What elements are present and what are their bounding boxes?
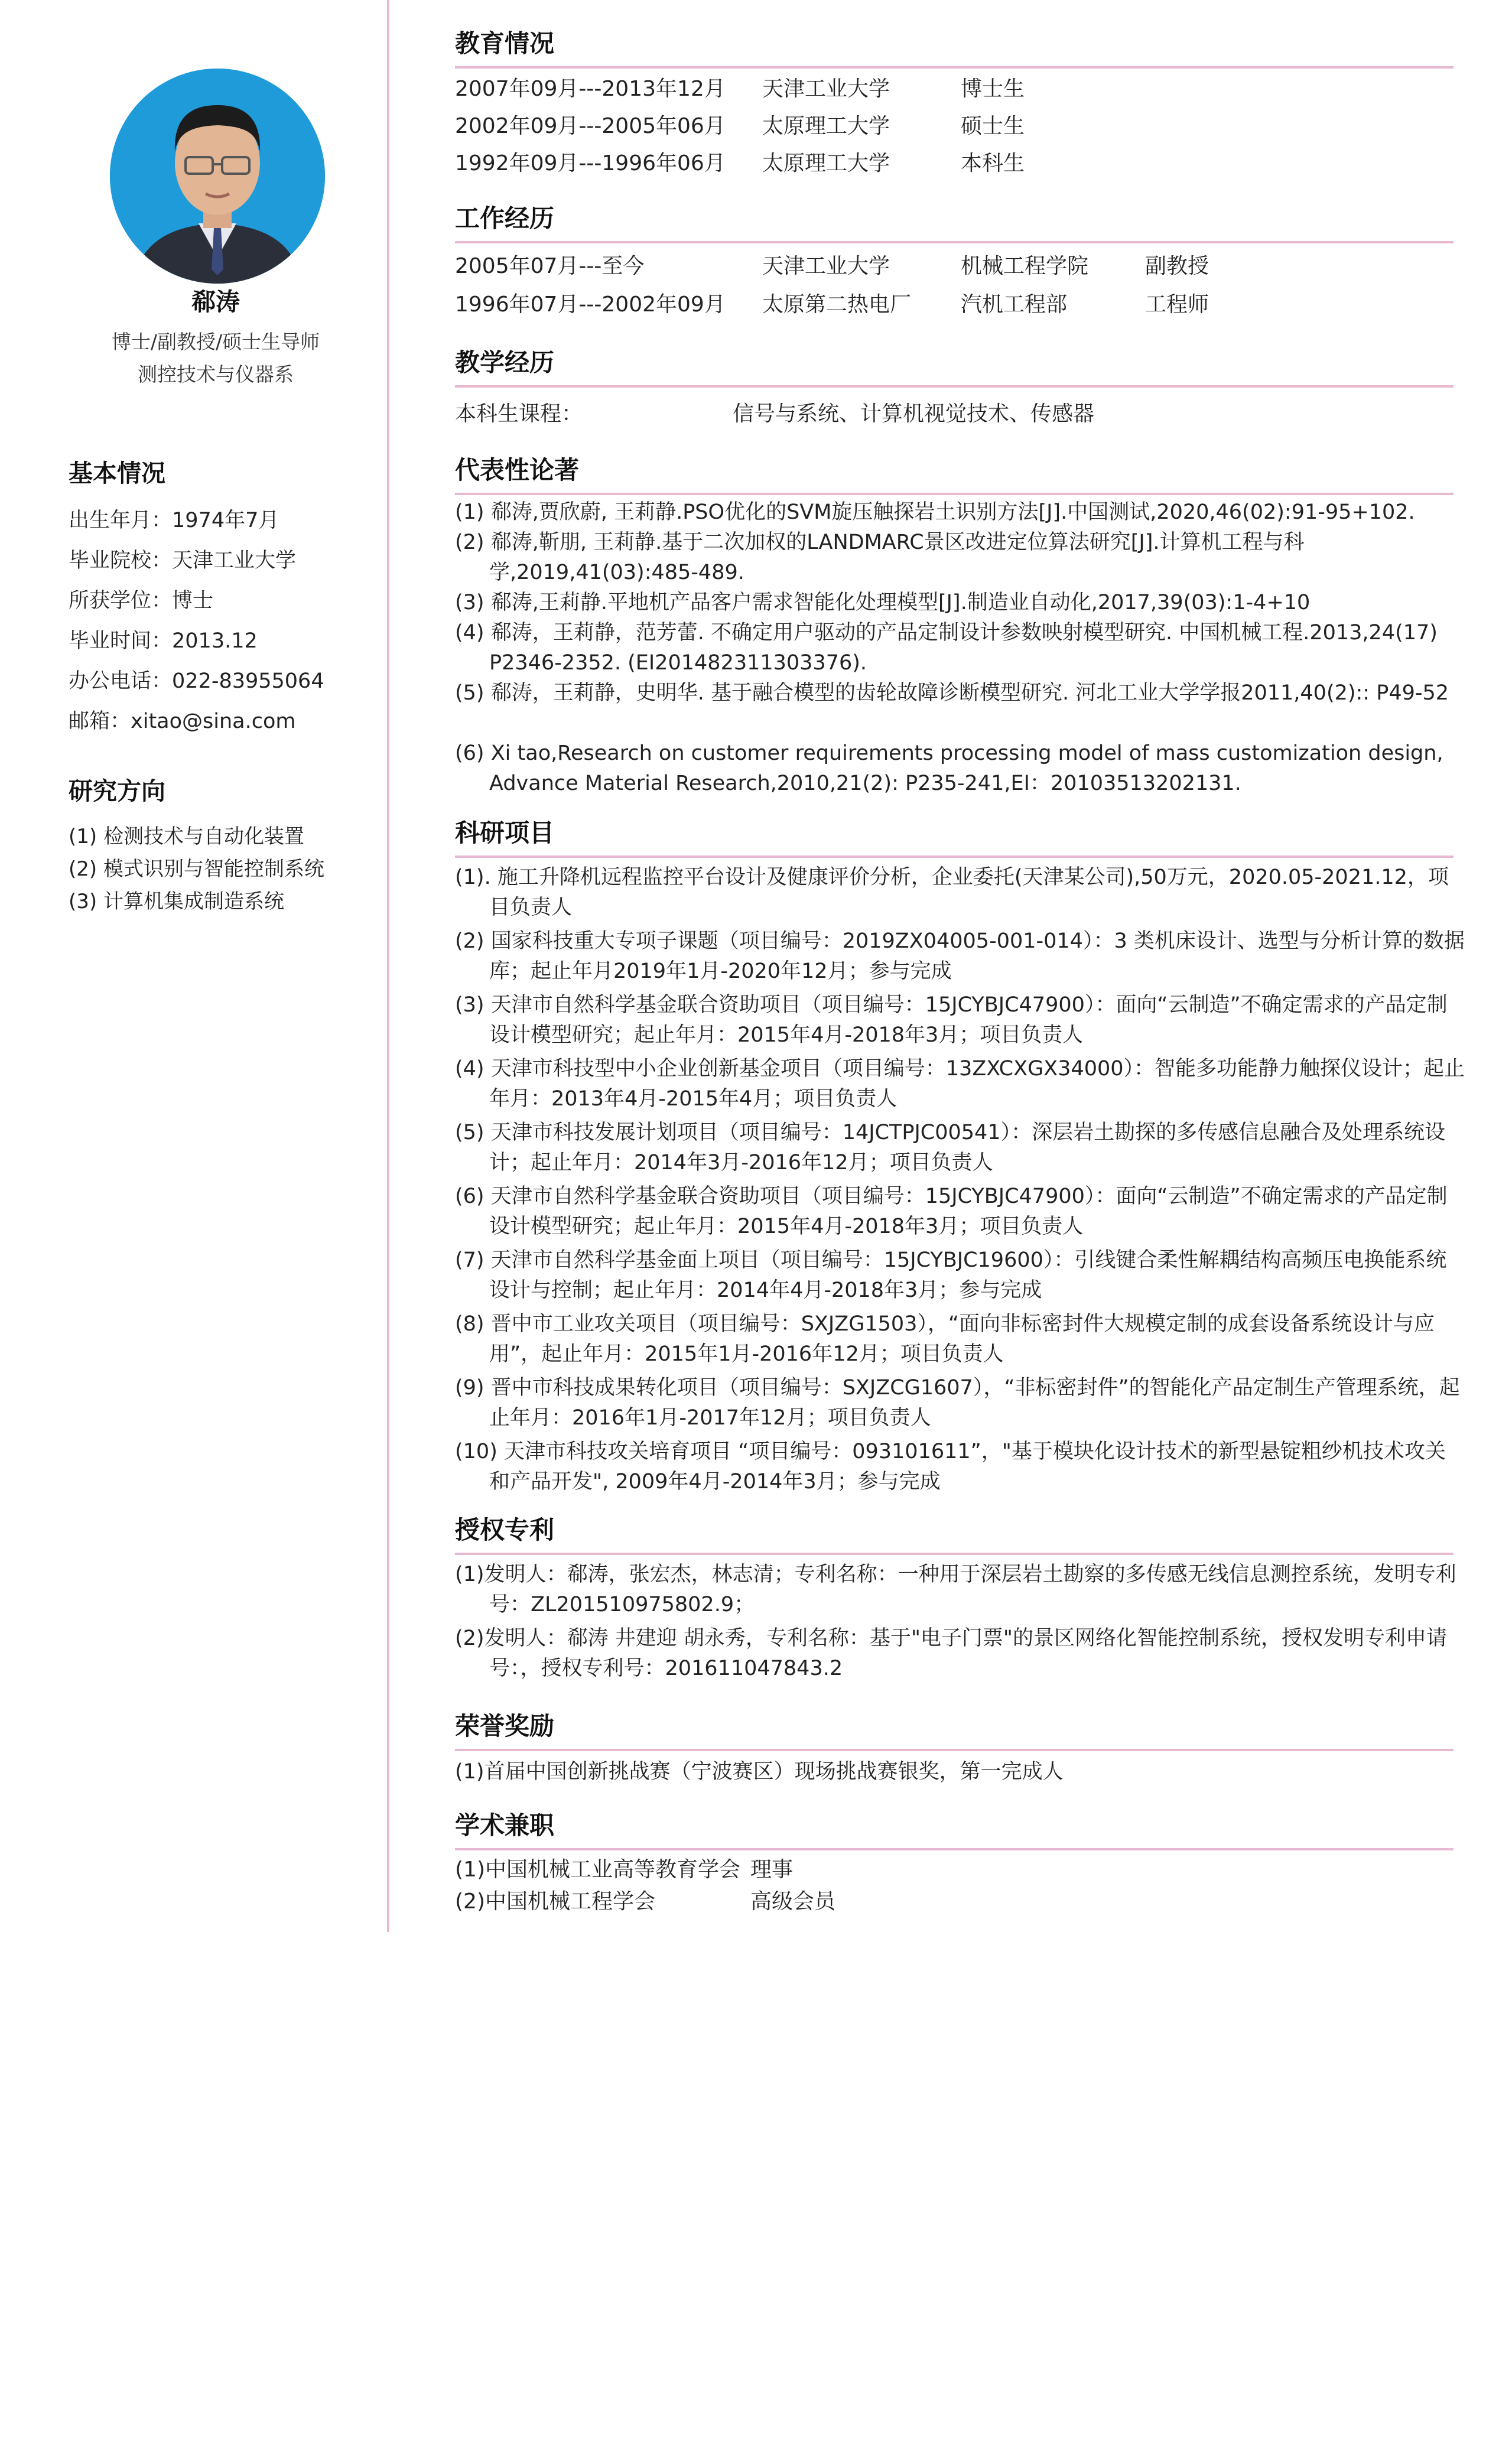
paper-item: (3) 郗涛,王莉静.平地机产品客户需求智能化处理模型[J].制造业自动化,2017,39(03):1-4+10 [455,591,1311,614]
work-divider [455,241,1454,243]
project-item: (6) 天津市自然科学基金联合资助项目（项目编号：15JCYBJC47900）：面向“云制造”不确定需求的产品定制设计模型研究；起止年月：2015年4月-2018年3月；项目负责人 [455,1185,1448,1238]
project-item: (8) 晋中市工业攻关项目（项目编号：SXJZG1503），“面向非标密封件大规模定制的成套设备系统设计与应用”，起止年月：2015年1月-2016年12月；项目负责人 [455,1312,1435,1366]
education-heading: 教育情况 [455,29,555,58]
basic-item-school: 毕业院校：天津工业大学 [69,549,297,572]
research-heading: 研究方向 [69,777,165,805]
work-section: 工作经历 2005年07月---至今 天津工业大学 机械工程学院 副教授 1996年07月---2002年09月 太原第二热电厂 汽机工程部 工程师 [455,201,1471,236]
teaching-divider [455,385,1454,388]
patents-heading: 授权专利 [455,1515,555,1544]
research-item: (1) 检测技术与自动化装置 [69,825,304,848]
projects-section [455,815,1471,1494]
profile-title: 博士/副教授/硕士生导师 [111,330,320,353]
papers-heading: 代表性论著 [455,456,580,484]
profile-department: 测控技术与仪器系 [138,363,294,386]
positions-section: 学术兼职 (1)中国机械工业高等教育学会 理事 (2)中国机械工程学会 高级会员 [455,1808,1471,1843]
education-divider [455,66,1454,69]
paper-item: (4) 郗涛，王莉静，范芳蕾. 不确定用户驱动的产品定制设计参数映射模型研究. 中国机械工程.2013,24(17) P2346-2352. (EI201482311303376). [455,621,1438,675]
patents-section [455,1512,1471,1680]
papers-section [455,453,1471,795]
basic-info-list [69,506,324,747]
research-item: (3) 计算机集成制造系统 [69,890,284,913]
projects-divider [455,855,1454,858]
paper-item: (5) 郗涛，王莉静，史明华. 基于融合模型的齿轮故障诊断模型研究. 河北工业大学学报2011,40(2):: P49-52 [455,681,1449,705]
projects-heading: 科研项目 [455,818,555,847]
research-list [69,822,324,920]
project-item: (3) 天津市自然科学基金联合资助项目（项目编号：15JCYBJC47900）：面向“云制造”不确定需求的产品定制设计模型研究；起止年月：2015年4月-2018年3月；项目负责人 [455,993,1448,1047]
portrait-photo [110,69,325,284]
project-item: (1). 施工升降机远程监控平台设计及健康评价分析，企业委托(天津某公司),50万元，2020.05-2021.12，项目负责人 [455,866,1449,919]
research-item: (2) 模式识别与智能控制系统 [69,857,324,881]
avatar [110,69,325,284]
paper-item: (2) 郗涛,靳朋, 王莉静.基于二次加权的LANDMARC景区改进定位算法研究[J].计算机工程与科学,2019,41(03):485-489. [455,531,1305,584]
project-item: (4) 天津市科技型中小企业创新基金项目（项目编号：13ZXCXGX34000）：智能多功能静力触探仪设计；起止年月：2013年4月-2015年4月；项目负责人 [455,1057,1465,1111]
paper-item: (1) 郗涛,贾欣蔚, 王莉静.PSO优化的SVM旋压触探岩土识别方法[J].中国测试,2020,46(02):91-95+102. [455,500,1415,524]
basic-heading: 基本情况 [69,459,165,487]
basic-item-birth: 出生年月：1974年7月 [69,509,279,532]
awards-divider [455,1749,1454,1751]
papers-divider [455,493,1454,495]
project-item: (2) 国家科技重大专项子课题（项目编号：2019ZX04005-001-014）：3 类机床设计、选型与分析计算的数据库；起止年月2019年1月-2020年12月；参与完成 [455,929,1465,983]
teaching-heading: 教学经历 [455,348,555,377]
sidebar [0,0,389,1932]
patent-item: (2)发明人：郗涛 井建迎 胡永秀，专利名称：基于"电子门票"的景区网络化智能控制系统，授权发明专利申请号：，授权专利号：201611047843.2 [455,1627,1448,1680]
paper-item: (6) Xi tao,Research on customer requirements processing model of mass customization design, Advance Material Research,2010,21(2): P235-241,EI：20103513202131. [455,741,1443,795]
award-item: (1)首届中国创新挑战赛（宁波赛区）现场挑战赛银奖，第一完成人 [455,1760,1064,1784]
basic-item-email: 邮箱：xitao@sina.com [69,710,296,733]
basic-item-phone: 办公电话：022-83955064 [69,669,324,693]
basic-item-graduation: 毕业时间：2013.12 [69,629,258,653]
positions-heading: 学术兼职 [455,1811,555,1840]
education-section: 教育情况 2007年09月---2013年12月 天津工业大学 博士生 2002年09月---2005年06月 太原理工大学 硕士生 1992年09月---1996年06月 太原理工大学 本科生 [455,26,1471,61]
patents-divider [455,1553,1454,1555]
project-item: (5) 天津市科技发展计划项目（项目编号：14JCTPJC00541）：深层岩土勘探的多传感信息融合及处理系统设计；起止年月：2014年3月-2016年12月；项目负责人 [455,1121,1446,1175]
positions-divider [455,1848,1454,1850]
basic-item-degree: 所获学位：博士 [69,589,214,613]
profile-name: 郗涛 [191,288,240,316]
awards-section [455,1709,1471,1784]
project-item: (9) 晋中市科技成果转化项目（项目编号：SXJZCG1607），“非标密封件”的智能化产品定制生产管理系统，起止年月：2016年1月-2017年12月；项目负责人 [455,1376,1460,1430]
project-item: (10) 天津市科技攻关培育项目 “项目编号：093101611”，"基于模块化设计技术的新型悬锭粗纱机技术攻关和产品开发", 2009年4月-2014年3月；参与完成 [455,1440,1446,1494]
awards-heading: 荣誉奖励 [455,1712,555,1741]
teaching-section: 教学经历 本科生课程： 信号与系统、计算机视觉技术、传感器 [455,345,1471,380]
project-item: (7) 天津市自然科学基金面上项目（项目编号：15JCYBJC19600）：引线键合柔性解耦结构高频压电换能系统设计与控制；起止年月：2014年4月-2018年3月；参与完成 [455,1248,1447,1302]
work-heading: 工作经历 [455,204,555,233]
patent-item: (1)发明人：郗涛，张宏杰，林志清；专利名称：一种用于深层岩土勘察的多传感无线信息测控系统，发明专利号：ZL201510975802.9； [455,1563,1456,1616]
